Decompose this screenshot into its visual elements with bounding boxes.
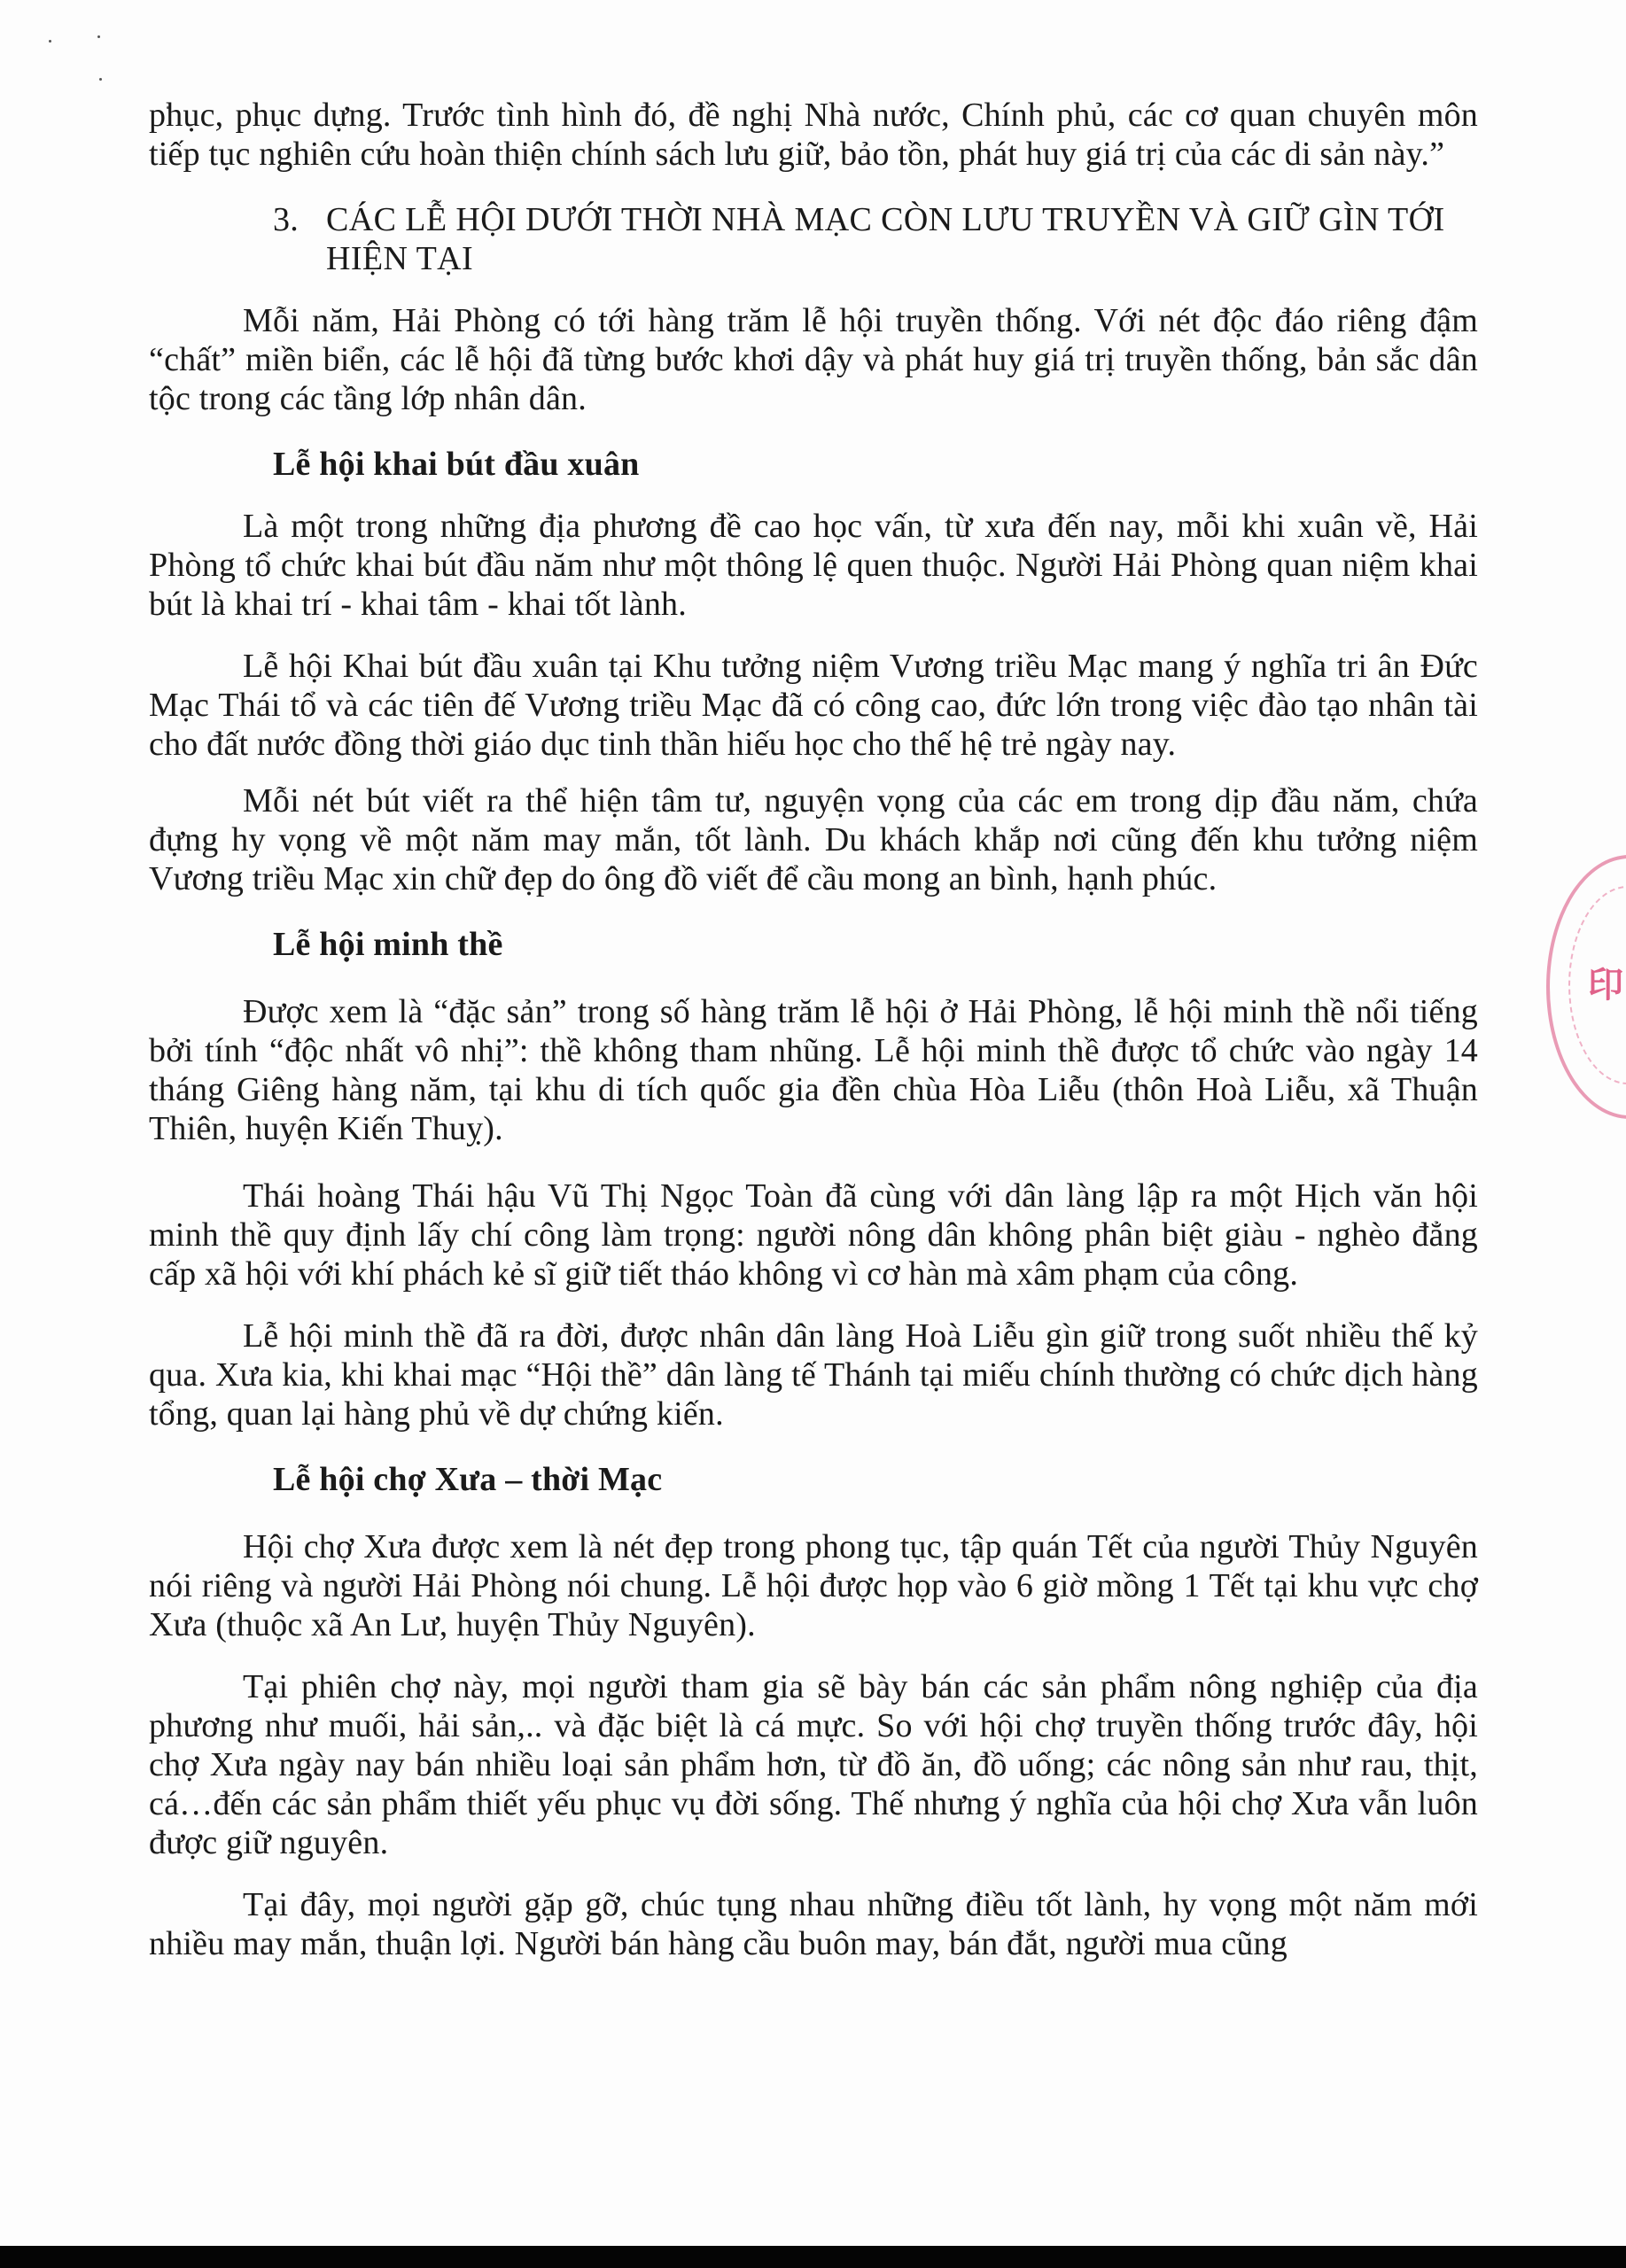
section-title: CÁC LỄ HỘI DƯỚI THỜI NHÀ MẠC CÒN LƯU TRUYỀN VÀ GIỮ GÌN TỚI HIỆN TẠI bbox=[326, 201, 1445, 277]
paragraph: Tại phiên chợ này, mọi người tham gia sẽ bày bán các sản phẩm nông nghiệp của địa phương như muối, hải sản,.. và đặc biệt là cá mực. So với hội chợ truyền thống trước đây, hội chợ Xưa ngày nay bán nhiều loại sản phẩm hơn, từ đồ ăn, đồ uống; các nông sản như rau, thịt, cá…đến các sản phẩm thiết yếu phục vụ đời sống. Thế nhưng ý nghĩa của hội chợ Xưa vẫn luôn được giữ nguyên. bbox=[149, 1668, 1478, 1861]
paragraph: Mỗi nét bút viết ra thể hiện tâm tư, nguyện vọng của các em trong dịp đầu năm, chứa đựng hy vọng về một năm may mắn, tốt lành. Du khách khắp nơi cũng đến khu tưởng niệm Vương triều Mạc xin chữ đẹp do ông đồ viết để cầu mong an bình, hạnh phúc. bbox=[149, 782, 1478, 897]
paragraph: Lễ hội minh thề đã ra đời, được nhân dân làng Hoà Liễu gìn giữ trong suốt nhiều thế kỷ qua. Xưa kia, khi khai mạc “Hội thề” dân làng tế Thánh tại miếu chính thường có chức dịch hàng tổng, quan lại hàng phủ về dự chứng kiến. bbox=[149, 1317, 1478, 1433]
paragraph: Thái hoàng Thái hậu Vũ Thị Ngọc Toàn đã cùng với dân làng lập ra một Hịch văn hội minh thề quy định lấy chí công làm trọng: người nông dân không phân biệt giàu - nghèo đẳng cấp xã hội với khí phách kẻ sĩ giữ tiết tháo không vì cơ hàn mà xâm phạm của công. bbox=[149, 1177, 1478, 1293]
subheading-khai-but: Lễ hội khai bút đầu xuân bbox=[273, 446, 640, 483]
scan-speck bbox=[97, 35, 100, 38]
paragraph: phục, phục dựng. Trước tình hình đó, đề nghị Nhà nước, Chính phủ, các cơ quan chuyên môn tiếp tục nghiên cứu hoàn thiện chính sách lưu giữ, bảo tồn, phát huy giá trị của các di sản này.” bbox=[149, 97, 1478, 173]
paragraph: Hội chợ Xưa được xem là nét đẹp trong phong tục, tập quán Tết của người Thủy Nguyên nói riêng và người Hải Phòng nói chung. Lễ hội được họp vào 6 giờ mồng 1 Tết tại khu vực chợ Xưa (thuộc xã An Lư, huyện Thủy Nguyên). bbox=[149, 1528, 1478, 1643]
paragraph: Được xem là “đặc sản” trong số hàng trăm lễ hội ở Hải Phòng, lễ hội minh thề nổi tiếng bởi tính “độc nhất vô nhị”: thề không tham nhũng. Lễ hội minh thề được tổ chức vào ngày 14 tháng Giêng hàng năm, tại khu di tích quốc gia đền chùa Hòa Liễu (thôn Hoà Liễu, xã Thuận Thiên, huyện Kiến Thuỵ). bbox=[149, 993, 1478, 1147]
subheading-minh-the: Lễ hội minh thề bbox=[273, 926, 503, 963]
scan-speck bbox=[99, 78, 102, 81]
section-heading bbox=[149, 200, 1478, 278]
section-number: 3. bbox=[273, 201, 299, 238]
paragraph: Lễ hội Khai bút đầu xuân tại Khu tưởng niệm Vương triều Mạc mang ý nghĩa tri ân Đức Mạc Thái tổ và các tiên đế Vương triều Mạc đã có công cao, đức lớn trong việc đào tạo nhân tài cho đất nước đồng thời giáo dục tinh thần hiếu học cho thế hệ trẻ ngày nay. bbox=[149, 648, 1478, 763]
seal-glyph: 印 bbox=[1588, 965, 1623, 1006]
scan-bottom-border bbox=[0, 2246, 1626, 2268]
document-body bbox=[149, 96, 1478, 1963]
scan-speck bbox=[49, 40, 51, 43]
paragraph: Mỗi năm, Hải Phòng có tới hàng trăm lễ hội truyền thống. Với nét độc đáo riêng đậm “chất” miền biển, các lễ hội đã từng bước khơi dậy và phát huy giá trị truyền thống, bản sắc dân tộc trong các tầng lớp nhân dân. bbox=[149, 302, 1478, 417]
paragraph: Là một trong những địa phương đề cao học vấn, từ xưa đến nay, mỗi khi xuân về, Hải Phòng tổ chức khai bút đầu năm như một thông lệ quen thuộc. Người Hải Phòng quan niệm khai bút là khai trí - khai tâm - khai tốt lành. bbox=[149, 508, 1478, 623]
paragraph: Tại đây, mọi người gặp gỡ, chúc tụng nhau những điều tốt lành, hy vọng một năm mới nhiều may mắn, thuận lợi. Người bán hàng cầu buôn may, bán đắt, người mua cũng bbox=[149, 1886, 1478, 1962]
subheading-cho-xua: Lễ hội chợ Xưa – thời Mạc bbox=[273, 1461, 663, 1498]
